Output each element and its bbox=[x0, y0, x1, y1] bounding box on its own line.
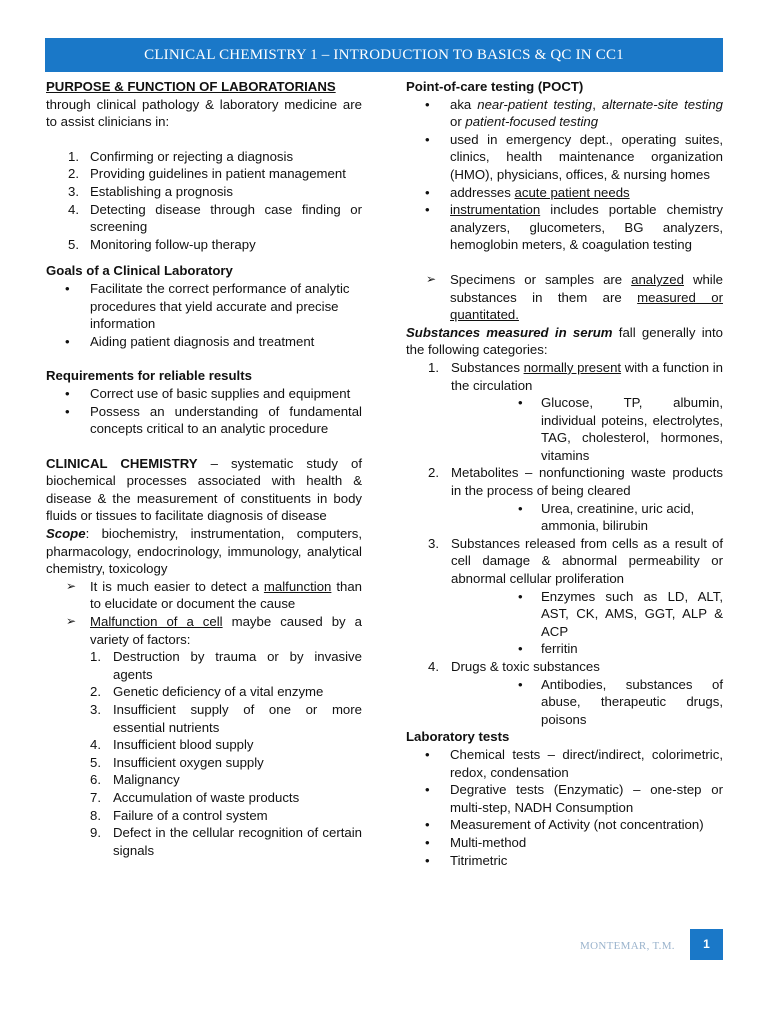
lab-tests-heading: Laboratory tests bbox=[406, 729, 510, 745]
list-item: • Urea, creatinine, uric acid, ammonia, bilirubin bbox=[518, 500, 695, 534]
list-item: • Aiding patient diagnosis and treatment bbox=[65, 333, 315, 349]
list-item: • Enzymes such as LD, ALT, AST, CK, AMS, GGT, ALP & ACP bbox=[518, 588, 723, 639]
list-item: ➢ It is much easier to detect a malfunction than to elucidate or document the cause bbox=[66, 578, 362, 612]
list-item: • Glucose, TP, albumin, individual poteins, electrolytes, TAG, cholesterol, hormones, vitamins bbox=[518, 395, 723, 463]
category-2-examples bbox=[406, 500, 723, 535]
clinical-chemistry-definition: CLINICAL CHEMISTRY – systematic study of biochemical processes associated with health & disease & the measurement of constituents in body fluids or tissues to facilitate diagnosis of disease bbox=[46, 455, 362, 524]
left-column bbox=[46, 78, 362, 859]
malfunction-notes bbox=[46, 578, 362, 648]
category-4-examples bbox=[406, 676, 723, 729]
list-item: • Correct use of basic supplies and equipment bbox=[65, 385, 351, 401]
purpose-list bbox=[46, 148, 362, 254]
purpose-text: through clinical pathology & laboratory medicine are to assist clinicians in: bbox=[46, 96, 362, 130]
list-item: • addresses acute patient needs bbox=[425, 184, 630, 200]
scope-text: Scope: biochemistry, instrumentation, computers, pharmacology, endocrinology, immunology, analytical chemistry, toxicology bbox=[46, 526, 362, 577]
substance-categories-2 bbox=[406, 464, 723, 499]
list-item: 5. Monitoring follow-up therapy bbox=[68, 236, 256, 252]
list-item: • Facilitate the correct performance of analytic procedures that yield accurate and precise information bbox=[65, 280, 350, 332]
list-item: 2. Providing guidelines in patient management bbox=[68, 166, 346, 182]
lab-tests-list bbox=[406, 746, 723, 869]
list-item: 8. Failure of a control system bbox=[90, 807, 268, 823]
substance-categories bbox=[406, 359, 723, 394]
list-item: • Chemical tests – direct/indirect, colorimetric, redox, condensation bbox=[425, 746, 723, 780]
list-item: 2. Genetic deficiency of a vital enzyme bbox=[90, 684, 324, 700]
list-item: • ferritin bbox=[518, 641, 578, 657]
footer-author: MONTEMAR, T.M. bbox=[580, 940, 675, 952]
list-item: 3. Substances released from cells as a result of cell damage & abnormal permeability or abnormal cellular proliferation bbox=[428, 535, 723, 587]
list-item: 2. Metabolites – nonfunctioning waste products in the process of being cleared bbox=[428, 465, 723, 499]
specimen-note bbox=[406, 271, 723, 324]
list-item: • Possess an understanding of fundamental concepts critical to an analytic procedure bbox=[65, 403, 362, 437]
list-item: • aka near-patient testing, alternate-site testing or patient-focused testing bbox=[425, 96, 723, 130]
list-item: • Degrative tests (Enzymatic) – one-step or multi-step, NADH Consumption bbox=[425, 782, 723, 815]
goals-heading: Goals of a Clinical Laboratory bbox=[46, 263, 233, 279]
substance-categories-4 bbox=[406, 658, 723, 676]
list-item: 6. Malignancy bbox=[90, 772, 180, 788]
list-item: 3. Insufficient supply of one or more essential nutrients bbox=[90, 702, 362, 735]
purpose-heading: PURPOSE & FUNCTION OF LABORATORIANS bbox=[46, 79, 336, 94]
list-item: • Antibodies, substances of abuse, therapeutic drugs, poisons bbox=[518, 676, 723, 727]
poct-list bbox=[406, 96, 723, 254]
list-item: 4. Drugs & toxic substances bbox=[428, 659, 600, 674]
substances-intro: Substances measured in serum fall generally into the following categories: bbox=[406, 324, 723, 358]
list-item: 1. Substances normally present with a function in the circulation bbox=[428, 359, 723, 393]
list-item: ➢ Malfunction of a cell maybe caused by a variety of factors: bbox=[66, 614, 362, 647]
factors-list bbox=[46, 648, 362, 859]
list-item: 3. Establishing a prognosis bbox=[68, 183, 233, 199]
requirements-heading: Requirements for reliable results bbox=[46, 368, 252, 384]
substance-categories-3 bbox=[406, 535, 723, 588]
requirements-list bbox=[46, 385, 362, 438]
page-number: 1 bbox=[690, 929, 723, 960]
list-item: • Multi-method bbox=[425, 834, 527, 850]
category-1-examples bbox=[406, 394, 723, 464]
list-item: 9. Defect in the cellular recognition of certain signals bbox=[90, 825, 362, 858]
list-item: • Measurement of Activity (not concentration) bbox=[425, 817, 704, 833]
list-item: • Titrimetric bbox=[425, 852, 508, 868]
poct-heading: Point-of-care testing (POCT) bbox=[406, 79, 584, 94]
right-column bbox=[406, 78, 723, 869]
category-3-examples bbox=[406, 588, 723, 658]
list-item: 7. Accumulation of waste products bbox=[90, 789, 300, 805]
page-header: CLINICAL CHEMISTRY 1 – INTRODUCTION TO BASICS & QC IN CC1 bbox=[45, 38, 723, 72]
list-item: 4. Insufficient blood supply bbox=[90, 737, 254, 753]
list-item: ➢ Specimens or samples are analyzed while substances in them are measured or quantitated. bbox=[426, 271, 723, 323]
list-item: 1. Confirming or rejecting a diagnosis bbox=[68, 148, 294, 164]
list-item: • used in emergency dept., operating suites, clinics, health maintenance organization (HMO), physicians, offices, & nursing homes bbox=[425, 131, 723, 182]
list-item: 5. Insufficient oxygen supply bbox=[90, 754, 264, 770]
list-item: • instrumentation includes portable chemistry analyzers, glucometers, BG analyzers, hemoglobin meters, & coagulation testing bbox=[425, 202, 723, 253]
goals-list bbox=[46, 280, 362, 350]
list-item: 4. Detecting disease through case finding or screening bbox=[68, 201, 362, 235]
list-item: 1. Destruction by trauma or by invasive agents bbox=[90, 649, 362, 682]
